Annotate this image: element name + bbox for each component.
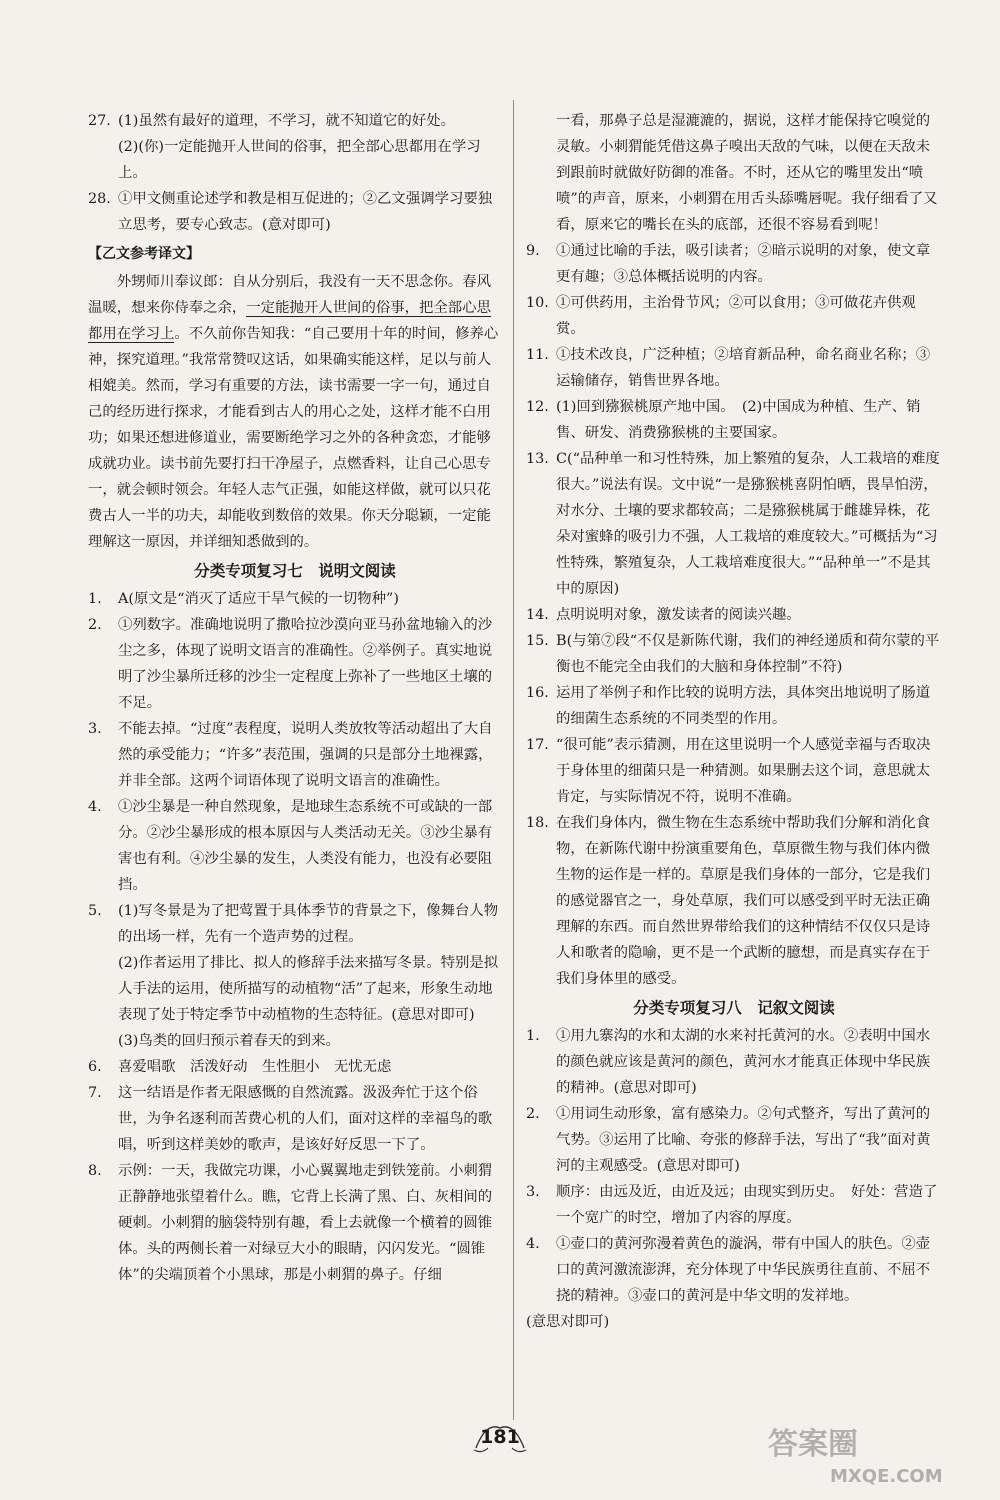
answer-text: ①通过比喻的手法，吸引读者；②暗示说明的对象，使文章更有趣；③总体概括说明的内容。 [556, 243, 931, 285]
underlined-phrase: 一定能抛开人世间的俗事，把全部心思都用在学习上 [88, 300, 491, 342]
answer-text: 运用了举例子和作比较的说明方法，具体突出地说明了肠道的细菌生态系统的不同类型的作用。 [556, 685, 931, 727]
answer-text: ①技术改良，广泛种植；②培育新品种，命名商业名称；③运输储存，销售世界各地。 [556, 347, 931, 389]
svg-text:MXQE.COM: MXQE.COM [830, 1466, 943, 1487]
answer-item [526, 342, 942, 394]
item-number: 2. [526, 1106, 540, 1122]
answer-text: “很可能”表示猜测，用在这里说明一个人感觉幸福与否取决于身体里的细菌只是一种猜测。如果删去这个词，意思就太肯定，与实际情况不符，说明不准确。 [556, 737, 931, 805]
answer-item [526, 680, 942, 732]
answer-text: 喜爱唱歌 活泼好动 生性胆小 无忧无虑 [118, 1059, 392, 1075]
item-number: 18. [526, 815, 549, 831]
answer-text: (1)写冬景是为了把莺置于具体季节的背景之下，像舞台人物的出场一样，先有一个造声势的过程。 [118, 903, 499, 945]
answer-5 [88, 898, 502, 1054]
item-number: 3. [88, 721, 102, 737]
item-number: 14. [526, 607, 549, 623]
answer-item [88, 586, 502, 612]
item-number: 16. [526, 685, 549, 701]
answer-text: A(原文是“消灭了适应干旱气候的一切物种”) [118, 591, 399, 607]
section-heading-8: 分类专项复习八 记叙文阅读 [633, 999, 835, 1017]
item-number: 15. [526, 633, 549, 649]
item-number: 5. [88, 903, 102, 919]
answer-27 [88, 108, 502, 186]
answer-item [88, 1158, 502, 1288]
item-number: 28. [88, 191, 111, 207]
column-divider [513, 100, 514, 1420]
answer-8-continued: 一看，那鼻子总是湿漉漉的，据说，这样才能保持它嗅觉的灵敏。小刺猬能凭借这鼻子嗅出天敌的气味，以便在天敌未到跟前时就做好防御的准备。不时，还从它的嘴里发出“喷喷”的声音，原来，小刺猬在用舌头舔嘴唇呢。我仔细看了又看，原来它的嘴长在头的底部，还很不容易看到呢！ [556, 113, 938, 233]
answer-item [526, 1101, 942, 1179]
item-number: 1. [526, 1028, 540, 1044]
answer-text: 这一结语是作者无限感慨的自然流露。汲汲奔忙于这个俗世，为争名逐利而苦费心机的人们，面对这样的幸福鸟的歌唱，听到这样美妙的歌声，是该好好反思一下了。 [118, 1085, 493, 1153]
answer-text: (2)(你)一定能抛开人世间的俗事，把全部心思都用在学习上。 [118, 139, 481, 181]
answer-text: ①列数字。准确地说明了撒哈拉沙漠向亚马孙盆地输入的沙尘之多，体现了说明文语言的准确性。②举例子。真实地说明了沙尘暴所迁移的沙尘一定程度上弥补了一些地区土壤的不足。 [118, 617, 493, 711]
translation-text [88, 269, 502, 555]
svg-text:答案圈: 答案圈 [768, 1427, 858, 1462]
answer-note: (意思对即可) [526, 1314, 610, 1330]
answer-text: ①用九寨沟的水和太湖的水来衬托黄河的水。②表明中国水的颜色就应该是黄河的颜色，黄河水才能真正体现中华民族的精神。(意思对即可) [556, 1028, 931, 1096]
answer-item [526, 446, 942, 602]
answer-item [88, 1054, 502, 1080]
answer-item [526, 1023, 942, 1101]
answer-text: (1)回到猕猴桃原产地中国。 (2)中国成为种植、生产、销售、研发、消费猕猴桃的主要国家。 [556, 399, 921, 441]
answer-28 [88, 186, 502, 238]
item-number: 1. [88, 591, 102, 607]
answer-text: 不能去掉。“过度”表程度，说明人类放牧等活动超出了大自然的承受能力；“许多”表范围，强调的只是部分土地裸露，并非全部。这两个词语体现了说明文语言的准确性。 [118, 721, 493, 789]
watermark-logo-icon [760, 1418, 980, 1490]
answer-item [88, 794, 502, 898]
answer-text: (2)作者运用了排比、拟人的修辞手法来描写冬景。特别是拟人手法的运用，使所描写的动植物“活”了起来，形象生动地表现了处于特定季节中动植物的生态特征。(意思对即可) [118, 955, 499, 1023]
answer-item [88, 1080, 502, 1158]
answer-item [526, 602, 942, 628]
item-number: 12. [526, 399, 549, 415]
section-heading-7: 分类专项复习七 说明文阅读 [194, 562, 396, 580]
translation-title: 【乙文参考译文】 [88, 246, 200, 262]
item-number: 9. [526, 243, 540, 259]
answer-item [526, 732, 942, 810]
item-number: 17. [526, 737, 549, 753]
answer-text: 顺序：由远及近，由近及远；由现实到历史。 好处：营造了一个宽广的时空，增加了内容的厚度。 [556, 1184, 938, 1226]
item-number: 10. [526, 295, 549, 311]
answer-text: ①沙尘暴是一种自然现象，是地球生态系统不可或缺的一部分。②沙尘暴形成的根本原因与人类活动无关。③沙尘暴有害也有利。④沙尘暴的发生，人类没有能力，也没有必要阻挡。 [118, 799, 493, 893]
answer-text: 点明说明对象，激发读者的阅读兴趣。 [556, 607, 801, 623]
translation-part: 。不久前你告知我：“自己要用十年的时间，修养心神，探究道理。”我常常赞叹这话，如果确实能这样，足以与前人相媲美。然而，学习有重要的方法，读书需要一字一句，通过自己的经历进行探求，才能看到古人的用心之处，这样才能不白用功；如果还想进修道业，需要断绝学习之外的各种贪恋，才能够成就功业。读书前先要打扫干净屋子，点燃香料，让自己心思专一，就会顿时领会。年轻人志气正强，如能这样做，就可以只花费古人一半的功夫，却能收到数倍的效果。你天分聪颖，一定能理解这一原因，并详细知悉做到的。 [88, 326, 499, 550]
answer-text: ①可供药用，主治骨节风；②可以食用；③可做花卉供观赏。 [556, 295, 916, 337]
answer-text: 在我们身体内，微生物在生态系统中帮助我们分解和消化食物，在新陈代谢中扮演重要角色，草原微生物与我们体内微生物的运作是一样的。草原是我们身体的一部分，它是我们的感觉器官之一，身处草原，我们可以感受到平时无法正确理解的东西。而自然世界带给我们的这种情结不仅仅只是诗人和歌者的隐喻，更不是一个武断的臆想，而是真实存在于我们身体里的感受。 [556, 815, 931, 987]
answer-item [526, 238, 942, 290]
item-number: 2. [88, 617, 102, 633]
right-column [526, 108, 942, 1335]
answer-item [526, 394, 942, 446]
answer-text: B(与第⑦段“不仅是新陈代谢，我们的神经递质和荷尔蒙的平衡也不能完全由我们的大脑和身体控制”不符) [556, 633, 940, 675]
answer-item [526, 810, 942, 992]
item-number: 3. [526, 1184, 540, 1200]
item-number: 7. [88, 1085, 102, 1101]
item-number: 13. [526, 451, 549, 467]
item-number: 6. [88, 1059, 102, 1075]
answer-item [526, 1179, 942, 1231]
item-number: 11. [526, 347, 549, 363]
answer-item [526, 1231, 942, 1309]
page-number: 181 [480, 1426, 520, 1448]
answer-text: ①甲文侧重论述学和教是相互促进的；②乙文强调学习要独立思考，要专心致志。(意对即可) [118, 191, 493, 233]
answer-text: ①壶口的黄河弥漫着黄色的漩涡，带有中国人的肤色。②壶口的黄河激流澎湃，充分体现了中华民族勇往直前、不屈不挠的精神。③壶口的黄河是中华文明的发祥地。 [556, 1236, 931, 1304]
left-column [88, 108, 502, 1288]
answer-item [88, 716, 502, 794]
item-number: 4. [88, 799, 102, 815]
answer-item [88, 612, 502, 716]
answer-text: C(“品种单一和习性特殊，加上繁殖的复杂，人工栽培的难度很大。”说法有误。文中说“一是猕猴桃喜阴怕晒，畏旱怕涝，对水分、土壤的要求都较高；二是猕猴桃属于雌雄异株，花朵对蜜蜂的吸引力不强，人工栽培的难度较大。”可概括为“习性特殊，繁殖复杂，人工栽培难度很大。”“品种单一”不是其中的原因) [556, 451, 940, 597]
answer-text: (3)鸟类的回归预示着春天的到来。 [118, 1033, 340, 1049]
answer-text: 示例：一天，我做完功课，小心翼翼地走到铁笼前。小刺猬正静静地张望着什么。瞧，它背上长满了黑、白、灰相间的硬刺。小刺猬的脑袋特别有趣，看上去就像一个横着的圆锥体。头的两侧长着一对绿豆大小的眼睛，闪闪发光。“圆锥体”的尖端顶着个小黑球，那是小刺猬的鼻子。仔细 [118, 1163, 493, 1283]
answer-item [526, 290, 942, 342]
translation-part: 外甥师川奉议郎：自从分别后，我没有一天不思念你。春风温暖，想来你侍奉之余， [88, 274, 491, 316]
item-number: 8. [88, 1163, 102, 1179]
answer-item [526, 628, 942, 680]
answer-text: (1)虽然有最好的道理，不学习，就不知道它的好处。 [118, 113, 455, 129]
answer-text: ①用词生动形象，富有感染力。②句式整齐，写出了黄河的气势。③运用了比喻、夸张的修辞手法，写出了“我”面对黄河的主观感受。(意思对即可) [556, 1106, 931, 1174]
item-number: 4. [526, 1236, 540, 1252]
item-number: 27. [88, 113, 111, 129]
